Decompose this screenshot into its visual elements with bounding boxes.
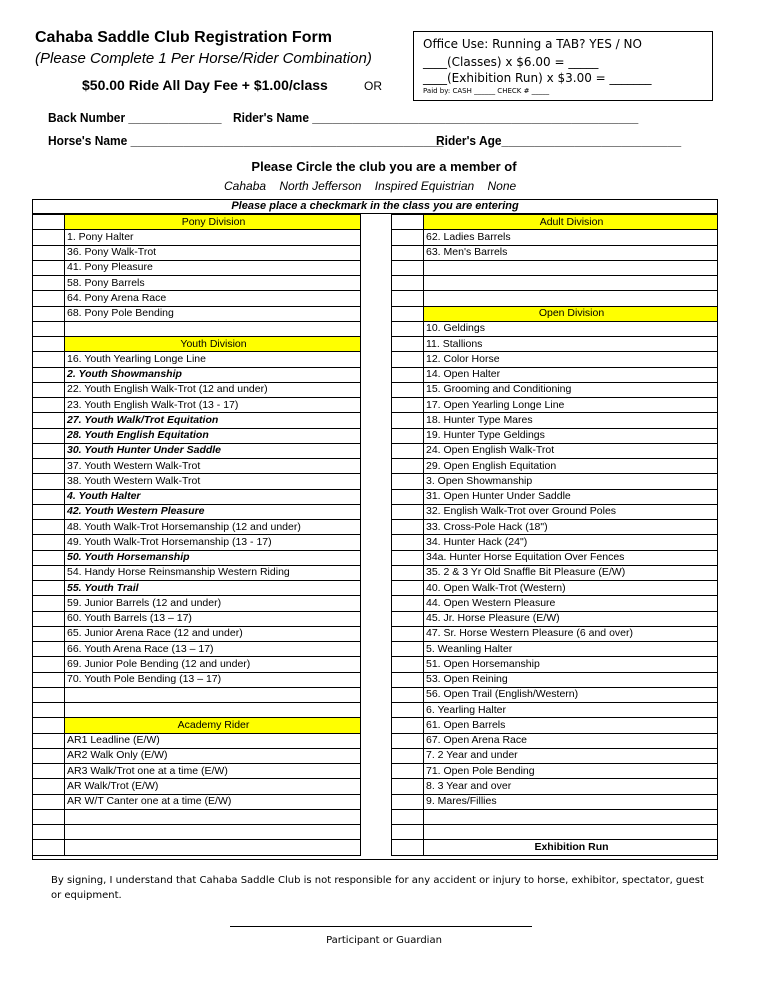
class-row bbox=[33, 764, 361, 779]
class-name: 54. Handy Horse Reinsmanship Western Riding bbox=[65, 565, 361, 580]
exhibition-run-label: Exhibition Run bbox=[424, 840, 718, 855]
class-name: 14. Open Halter bbox=[424, 367, 718, 382]
right-class-column bbox=[391, 214, 718, 856]
class-row bbox=[33, 352, 361, 367]
club-heading: Please Circle the club you are a member of bbox=[251, 159, 517, 174]
class-row bbox=[33, 596, 361, 611]
checkbox-cell[interactable] bbox=[33, 672, 65, 687]
class-row bbox=[392, 596, 718, 611]
class-name: 60. Youth Barrels (13 – 17) bbox=[65, 611, 361, 626]
class-row bbox=[33, 413, 361, 428]
class-name: 17. Open Yearling Longe Line bbox=[424, 398, 718, 413]
class-row bbox=[33, 398, 361, 413]
checkbox-cell[interactable] bbox=[392, 520, 424, 535]
class-row bbox=[392, 230, 718, 245]
club-options bbox=[224, 179, 526, 193]
class-name: 63. Men's Barrels bbox=[424, 245, 718, 260]
club-option[interactable]: None bbox=[487, 179, 517, 193]
left-class-column bbox=[32, 214, 361, 856]
class-row bbox=[392, 626, 718, 641]
class-row bbox=[33, 825, 361, 840]
office-use-box bbox=[413, 31, 713, 101]
class-name: 15. Grooming and Conditioning bbox=[424, 382, 718, 397]
class-name: 32. English Walk-Trot over Ground Poles bbox=[424, 504, 718, 519]
class-name: 71. Open Pole Bending bbox=[424, 764, 718, 779]
class-name: 38. Youth Western Walk-Trot bbox=[65, 474, 361, 489]
division-header: Youth Division bbox=[65, 337, 361, 352]
class-row bbox=[33, 642, 361, 657]
checkbox-cell[interactable] bbox=[33, 611, 65, 626]
class-row bbox=[33, 504, 361, 519]
class-row bbox=[392, 337, 718, 352]
checkbox-cell[interactable] bbox=[33, 748, 65, 763]
class-name bbox=[424, 260, 718, 275]
class-name bbox=[65, 825, 361, 840]
class-row bbox=[392, 459, 718, 474]
class-name: AR W/T Canter one at a time (E/W) bbox=[65, 794, 361, 809]
class-name: 23. Youth English Walk-Trot (13 - 17) bbox=[65, 398, 361, 413]
checkbox-cell[interactable] bbox=[392, 596, 424, 611]
checkbox-cell[interactable] bbox=[33, 260, 65, 275]
checkbox-cell[interactable] bbox=[392, 672, 424, 687]
class-row bbox=[392, 703, 718, 718]
checkbox-cell[interactable] bbox=[392, 276, 424, 291]
class-name: 31. Open Hunter Under Saddle bbox=[424, 489, 718, 504]
class-row bbox=[392, 474, 718, 489]
checkbox-cell[interactable] bbox=[33, 596, 65, 611]
checkbox-cell[interactable] bbox=[33, 291, 65, 306]
class-name: 62. Ladies Barrels bbox=[424, 230, 718, 245]
class-name: 70. Youth Pole Bending (13 – 17) bbox=[65, 672, 361, 687]
class-row bbox=[392, 550, 718, 565]
class-row bbox=[33, 291, 361, 306]
division-header: Pony Division bbox=[65, 215, 361, 230]
checkbox-cell[interactable] bbox=[33, 520, 65, 535]
class-row bbox=[392, 398, 718, 413]
class-name: 67. Open Arena Race bbox=[424, 733, 718, 748]
class-name: 42. Youth Western Pleasure bbox=[65, 504, 361, 519]
checkbox-cell[interactable] bbox=[33, 581, 65, 596]
class-row bbox=[33, 474, 361, 489]
checkbox-cell[interactable] bbox=[392, 398, 424, 413]
checkbox-cell[interactable] bbox=[392, 489, 424, 504]
class-table-banner: Please place a checkmark in the class you are entering bbox=[32, 199, 718, 214]
office-tab-line: Office Use: Running a TAB? YES / NO bbox=[423, 37, 642, 51]
class-name: 27. Youth Walk/Trot Equitation bbox=[65, 413, 361, 428]
checkbox-cell[interactable] bbox=[33, 245, 65, 260]
class-name: 68. Pony Pole Bending bbox=[65, 306, 361, 321]
checkbox-cell[interactable] bbox=[392, 825, 424, 840]
class-name bbox=[65, 321, 361, 336]
class-row bbox=[392, 276, 718, 291]
checkbox-cell[interactable] bbox=[33, 367, 65, 382]
signature-line[interactable] bbox=[230, 926, 532, 927]
checkbox-cell[interactable] bbox=[33, 504, 65, 519]
division-header-row bbox=[392, 306, 718, 321]
class-name bbox=[424, 291, 718, 306]
class-name: 61. Open Barrels bbox=[424, 718, 718, 733]
checkbox-cell[interactable] bbox=[392, 626, 424, 641]
checkbox-cell[interactable] bbox=[33, 321, 65, 336]
division-header-row bbox=[33, 215, 361, 230]
class-row bbox=[33, 443, 361, 458]
class-name: 55. Youth Trail bbox=[65, 581, 361, 596]
class-row bbox=[33, 459, 361, 474]
class-row bbox=[392, 779, 718, 794]
checkbox-cell[interactable] bbox=[33, 687, 65, 702]
class-name: 65. Junior Arena Race (12 and under) bbox=[65, 626, 361, 641]
checkbox-cell[interactable] bbox=[33, 657, 65, 672]
class-row bbox=[392, 428, 718, 443]
checkbox-cell[interactable] bbox=[392, 367, 424, 382]
class-row bbox=[33, 245, 361, 260]
class-row bbox=[33, 611, 361, 626]
checkbox-cell[interactable] bbox=[392, 779, 424, 794]
riders-age-field[interactable]: Rider's Age___________________________ bbox=[436, 133, 682, 148]
class-name: 48. Youth Walk-Trot Horsemanship (12 and under) bbox=[65, 520, 361, 535]
checkbox-cell[interactable] bbox=[392, 352, 424, 367]
class-name: AR Walk/Trot (E/W) bbox=[65, 779, 361, 794]
division-header: Academy Rider bbox=[65, 718, 361, 733]
office-exhibition-line: ____(Exhibition Run) x $3.00 = _______ bbox=[423, 71, 652, 85]
class-name: 64. Pony Arena Race bbox=[65, 291, 361, 306]
class-name: 5. Weanling Halter bbox=[424, 642, 718, 657]
class-name bbox=[65, 840, 361, 855]
class-name: 45. Jr. Horse Pleasure (E/W) bbox=[424, 611, 718, 626]
class-name: 47. Sr. Horse Western Pleasure (6 and over) bbox=[424, 626, 718, 641]
class-name: 28. Youth English Equitation bbox=[65, 428, 361, 443]
fee-or-text: OR bbox=[364, 79, 382, 93]
checkbox-cell[interactable] bbox=[33, 382, 65, 397]
class-name: 49. Youth Walk-Trot Horsemanship (13 - 17) bbox=[65, 535, 361, 550]
class-row bbox=[33, 840, 361, 855]
horses-name-field[interactable]: Horse's Name _______________________________________________ bbox=[48, 133, 444, 148]
class-name: 16. Youth Yearling Longe Line bbox=[65, 352, 361, 367]
class-name: 7. 2 Year and under bbox=[424, 748, 718, 763]
class-row bbox=[392, 352, 718, 367]
class-row bbox=[392, 672, 718, 687]
riders-name-field[interactable]: Rider's Name _________________________________________________ bbox=[233, 110, 639, 125]
checkbox-cell[interactable] bbox=[33, 443, 65, 458]
class-row bbox=[33, 260, 361, 275]
office-paid-by-line: Paid by: CASH ______ CHECK # _____ bbox=[423, 87, 550, 95]
class-name: 58. Pony Barrels bbox=[65, 276, 361, 291]
checkbox-cell[interactable] bbox=[33, 276, 65, 291]
class-name: 19. Hunter Type Geldings bbox=[424, 428, 718, 443]
class-name: 12. Color Horse bbox=[424, 352, 718, 367]
class-name: 8. 3 Year and over bbox=[424, 779, 718, 794]
class-row bbox=[392, 642, 718, 657]
checkbox-cell[interactable] bbox=[33, 764, 65, 779]
class-name bbox=[424, 276, 718, 291]
class-row bbox=[33, 626, 361, 641]
class-name: 34a. Hunter Horse Equitation Over Fences bbox=[424, 550, 718, 565]
checkbox-cell[interactable] bbox=[392, 718, 424, 733]
class-name: 41. Pony Pleasure bbox=[65, 260, 361, 275]
checkbox-cell[interactable] bbox=[33, 398, 65, 413]
checkbox-cell[interactable] bbox=[33, 352, 65, 367]
checkbox-cell[interactable] bbox=[33, 733, 65, 748]
class-name: 4. Youth Halter bbox=[65, 489, 361, 504]
checkbox-cell[interactable] bbox=[33, 840, 65, 855]
class-row bbox=[392, 413, 718, 428]
class-row bbox=[33, 809, 361, 824]
checkbox-cell[interactable] bbox=[392, 474, 424, 489]
division-header-row bbox=[33, 718, 361, 733]
disclaimer-text: By signing, I understand that Cahaba Saddle Club is not responsible for any accident or injury to horse, exhibitor, spectator, guest or equipment. bbox=[51, 875, 704, 901]
class-row bbox=[392, 825, 718, 840]
header-spacer-cell bbox=[33, 215, 65, 230]
checkbox-cell[interactable] bbox=[33, 489, 65, 504]
class-row bbox=[33, 779, 361, 794]
class-name: 22. Youth English Walk-Trot (12 and under) bbox=[65, 382, 361, 397]
class-row bbox=[33, 748, 361, 763]
checkbox-cell[interactable] bbox=[33, 703, 65, 718]
class-name bbox=[424, 809, 718, 824]
checkbox-cell[interactable] bbox=[392, 764, 424, 779]
checkbox-cell[interactable] bbox=[33, 809, 65, 824]
class-name: 37. Youth Western Walk-Trot bbox=[65, 459, 361, 474]
class-row bbox=[33, 520, 361, 535]
checkbox-cell[interactable] bbox=[392, 535, 424, 550]
form-subtitle: (Please Complete 1 Per Horse/Rider Combination) bbox=[35, 50, 372, 67]
class-row bbox=[392, 611, 718, 626]
class-row bbox=[33, 321, 361, 336]
class-name: 40. Open Walk-Trot (Western) bbox=[424, 581, 718, 596]
class-name: 10. Geldings bbox=[424, 321, 718, 336]
class-name: 59. Junior Barrels (12 and under) bbox=[65, 596, 361, 611]
class-row bbox=[33, 794, 361, 809]
fee-text: $50.00 Ride All Day Fee + $1.00/class bbox=[82, 77, 328, 93]
header-spacer-cell bbox=[392, 306, 424, 321]
class-row bbox=[392, 489, 718, 504]
checkbox-cell[interactable] bbox=[392, 611, 424, 626]
checkbox-cell[interactable] bbox=[392, 581, 424, 596]
class-row bbox=[33, 535, 361, 550]
checkbox-cell[interactable] bbox=[33, 306, 65, 321]
class-name: 11. Stallions bbox=[424, 337, 718, 352]
class-row bbox=[33, 382, 361, 397]
class-row bbox=[392, 321, 718, 336]
checkbox-cell[interactable] bbox=[33, 413, 65, 428]
class-row bbox=[33, 733, 361, 748]
class-row bbox=[392, 748, 718, 763]
checkbox-cell[interactable] bbox=[392, 260, 424, 275]
class-row bbox=[392, 581, 718, 596]
class-name: 18. Hunter Type Mares bbox=[424, 413, 718, 428]
checkbox-cell[interactable] bbox=[33, 825, 65, 840]
class-row bbox=[33, 428, 361, 443]
checkbox-cell[interactable] bbox=[33, 779, 65, 794]
class-name bbox=[65, 703, 361, 718]
class-row bbox=[33, 230, 361, 245]
class-row bbox=[392, 794, 718, 809]
form-title: Cahaba Saddle Club Registration Form bbox=[35, 29, 332, 46]
checkbox-cell[interactable] bbox=[392, 504, 424, 519]
class-row bbox=[33, 703, 361, 718]
class-name: 36. Pony Walk-Trot bbox=[65, 245, 361, 260]
class-name: AR2 Walk Only (E/W) bbox=[65, 748, 361, 763]
checkbox-cell[interactable] bbox=[392, 321, 424, 336]
class-name: AR1 Leadline (E/W) bbox=[65, 733, 361, 748]
checkbox-cell[interactable] bbox=[33, 550, 65, 565]
class-name: 24. Open English Walk-Trot bbox=[424, 443, 718, 458]
checkbox-cell[interactable] bbox=[33, 642, 65, 657]
division-header: Adult Division bbox=[424, 215, 718, 230]
checkbox-cell[interactable] bbox=[392, 428, 424, 443]
checkbox-cell[interactable] bbox=[392, 565, 424, 580]
class-name: 2. Youth Showmanship bbox=[65, 367, 361, 382]
checkbox-cell[interactable] bbox=[392, 642, 424, 657]
checkbox-cell[interactable] bbox=[392, 459, 424, 474]
checkbox-cell[interactable] bbox=[392, 382, 424, 397]
class-row bbox=[392, 520, 718, 535]
class-row bbox=[392, 535, 718, 550]
class-row bbox=[392, 504, 718, 519]
checkbox-cell[interactable] bbox=[392, 245, 424, 260]
class-name: 69. Junior Pole Bending (12 and under) bbox=[65, 657, 361, 672]
class-name: 51. Open Horsemanship bbox=[424, 657, 718, 672]
class-name: 50. Youth Horsemanship bbox=[65, 550, 361, 565]
class-row bbox=[392, 367, 718, 382]
class-name: 34. Hunter Hack (24") bbox=[424, 535, 718, 550]
checkbox-cell[interactable] bbox=[33, 535, 65, 550]
back-number-field[interactable]: Back Number ______________ bbox=[48, 110, 222, 125]
checkbox-cell[interactable] bbox=[33, 459, 65, 474]
checkbox-cell[interactable] bbox=[392, 687, 424, 702]
checkbox-cell[interactable] bbox=[392, 291, 424, 306]
checkbox-cell[interactable] bbox=[33, 794, 65, 809]
header-spacer-cell bbox=[392, 215, 424, 230]
division-header: Open Division bbox=[424, 306, 718, 321]
class-name: 3. Open Showmanship bbox=[424, 474, 718, 489]
checkbox-cell[interactable] bbox=[33, 474, 65, 489]
class-name: 44. Open Western Pleasure bbox=[424, 596, 718, 611]
checkbox-cell[interactable] bbox=[392, 840, 424, 855]
class-name: 6. Yearling Halter bbox=[424, 703, 718, 718]
class-row bbox=[392, 764, 718, 779]
class-name: 56. Open Trail (English/Western) bbox=[424, 687, 718, 702]
class-name: 66. Youth Arena Race (13 – 17) bbox=[65, 642, 361, 657]
class-name: AR3 Walk/Trot one at a time (E/W) bbox=[65, 764, 361, 779]
header-spacer-cell bbox=[33, 337, 65, 352]
checkbox-cell[interactable] bbox=[392, 809, 424, 824]
division-header-row bbox=[33, 337, 361, 352]
class-row bbox=[33, 276, 361, 291]
class-row bbox=[33, 657, 361, 672]
club-option[interactable]: North Jefferson bbox=[279, 179, 362, 193]
class-name: 53. Open Reining bbox=[424, 672, 718, 687]
signature-label: Participant or Guardian bbox=[326, 935, 442, 946]
class-name: 29. Open English Equitation bbox=[424, 459, 718, 474]
office-classes-line: ____(Classes) x $6.00 = _____ bbox=[423, 55, 599, 69]
class-name bbox=[424, 825, 718, 840]
checkbox-cell[interactable] bbox=[33, 428, 65, 443]
checkbox-cell[interactable] bbox=[392, 443, 424, 458]
header-spacer-cell bbox=[33, 718, 65, 733]
checkbox-cell[interactable] bbox=[392, 748, 424, 763]
class-row bbox=[33, 489, 361, 504]
checkbox-cell[interactable] bbox=[392, 550, 424, 565]
class-row bbox=[392, 733, 718, 748]
checkbox-cell[interactable] bbox=[392, 733, 424, 748]
class-row bbox=[392, 657, 718, 672]
checkbox-cell[interactable] bbox=[392, 337, 424, 352]
class-row bbox=[392, 291, 718, 306]
class-row bbox=[33, 581, 361, 596]
checkbox-cell[interactable] bbox=[392, 703, 424, 718]
class-row bbox=[392, 245, 718, 260]
class-name: 9. Mares/Fillies bbox=[424, 794, 718, 809]
class-row bbox=[392, 840, 718, 855]
checkbox-cell[interactable] bbox=[33, 230, 65, 245]
class-row bbox=[392, 382, 718, 397]
class-row bbox=[392, 809, 718, 824]
division-header-row bbox=[392, 215, 718, 230]
checkbox-cell[interactable] bbox=[392, 413, 424, 428]
class-row bbox=[392, 443, 718, 458]
class-name: 1. Pony Halter bbox=[65, 230, 361, 245]
checkbox-cell[interactable] bbox=[392, 794, 424, 809]
class-name: 30. Youth Hunter Under Saddle bbox=[65, 443, 361, 458]
class-row bbox=[392, 718, 718, 733]
checkbox-cell[interactable] bbox=[33, 565, 65, 580]
checkbox-cell[interactable] bbox=[33, 626, 65, 641]
class-name bbox=[65, 809, 361, 824]
class-row bbox=[33, 367, 361, 382]
checkbox-cell[interactable] bbox=[392, 657, 424, 672]
class-name: 35. 2 & 3 Yr Old Snaffle Bit Pleasure (E/W) bbox=[424, 565, 718, 580]
club-option[interactable]: Inspired Equistrian bbox=[374, 179, 475, 193]
class-row bbox=[33, 550, 361, 565]
class-row bbox=[392, 565, 718, 580]
class-row bbox=[33, 306, 361, 321]
class-name: 33. Cross-Pole Hack (18") bbox=[424, 520, 718, 535]
checkbox-cell[interactable] bbox=[392, 230, 424, 245]
class-row bbox=[33, 672, 361, 687]
class-row bbox=[33, 687, 361, 702]
class-row bbox=[392, 260, 718, 275]
class-row bbox=[33, 565, 361, 580]
class-name bbox=[65, 687, 361, 702]
class-row bbox=[392, 687, 718, 702]
club-option[interactable]: Cahaba bbox=[224, 179, 267, 193]
